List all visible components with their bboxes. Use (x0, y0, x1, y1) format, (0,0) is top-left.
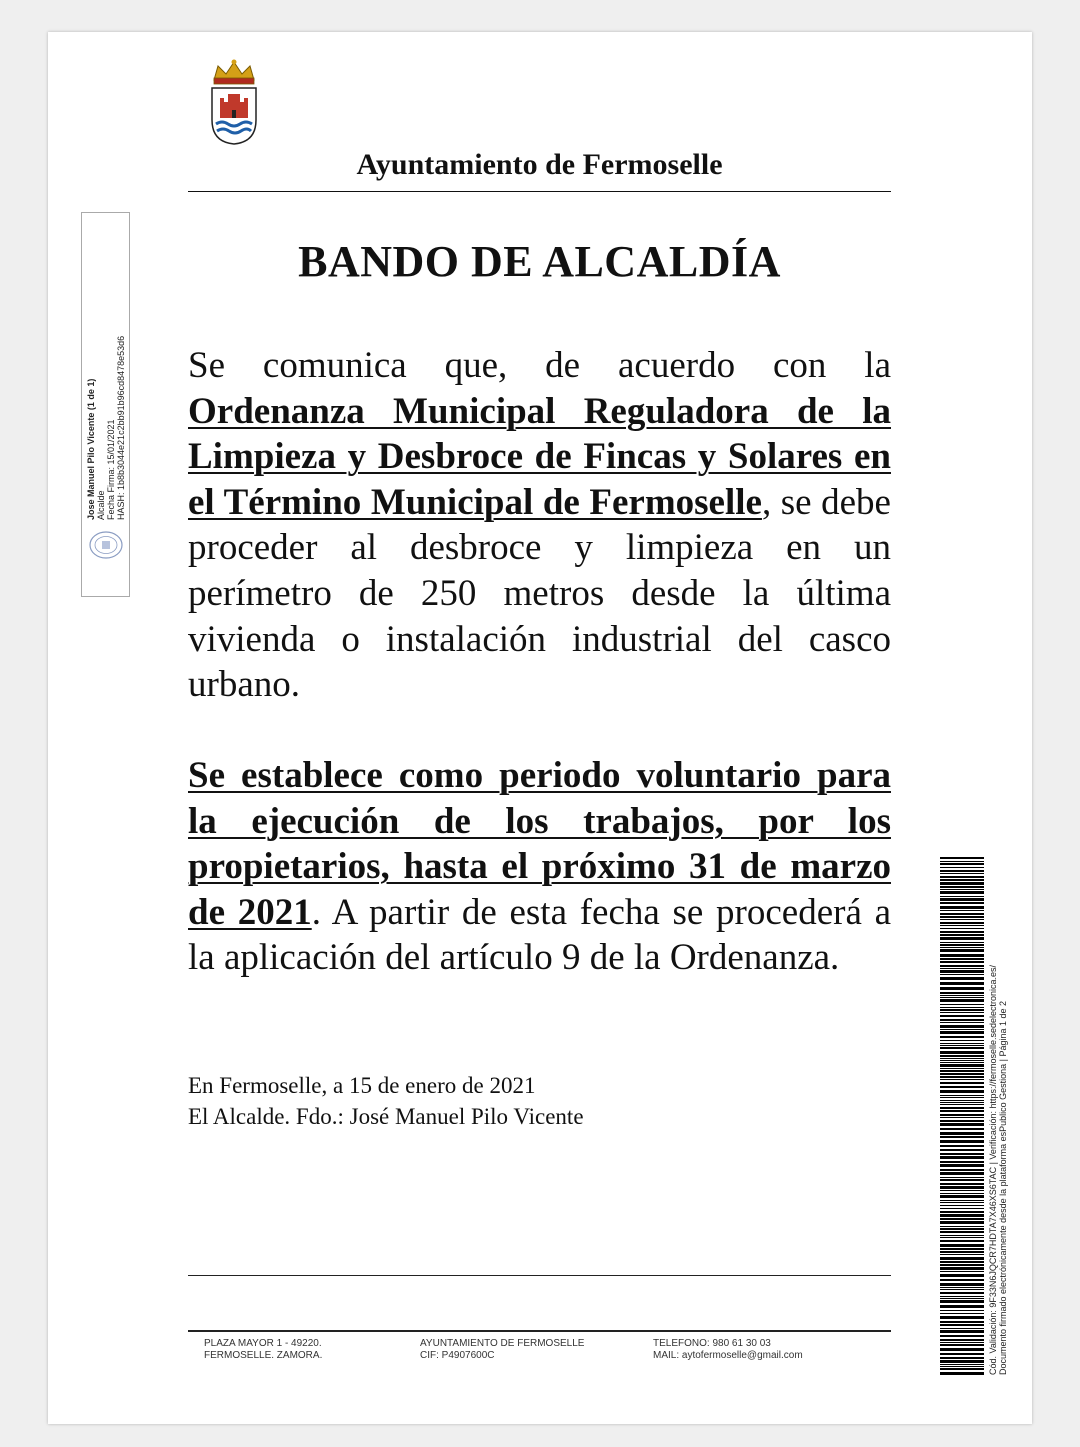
footer-entity (420, 1338, 584, 1362)
e-signature-name: Jose Manuel Pilo Vicente (1 de 1) (86, 378, 96, 520)
e-signature-role: Alcalde (96, 490, 106, 520)
barcode-icon (940, 857, 984, 1375)
footer-address-line2: FERMOSELLE. ZAMORA. (204, 1350, 323, 1361)
footer-address (204, 1338, 322, 1362)
ordinance-name: Ordenanza Municipal Reguladora de la Limpieza y Desbroce de Fincas y Solares en el Término Municipal de Fermoselle (188, 390, 891, 523)
organization-name: Ayuntamiento de Fermoselle (356, 148, 723, 181)
footer-contact (653, 1338, 803, 1362)
signer: El Alcalde. Fdo.: José Manuel Pilo Vicente (188, 1104, 584, 1129)
document-title: BANDO DE ALCALDÍA (298, 237, 781, 286)
seal-icon (88, 530, 124, 560)
deadline-consequence: . A partir de esta fecha se procederá a la aplicación del artículo 9 de la Ordenanza. (188, 891, 892, 979)
validation-text (988, 965, 1008, 1375)
coat-of-arms-icon (208, 58, 260, 146)
footer-entity-line2: CIF: P4907600C (420, 1350, 495, 1361)
footer-entity-line1: AYUNTAMIENTO DE FERMOSELLE (420, 1338, 585, 1349)
place-date: En Fermoselle, a 15 de enero de 2021 (188, 1073, 536, 1098)
e-signature-date: Fecha Firma: 15/01/2021 (106, 419, 116, 520)
deadline-paragraph (188, 753, 891, 981)
footer-divider-bottom (188, 1330, 891, 1332)
validation-line2: Documento firmado electrónicamente desde la plataforma esPublico Gestiona | Página 1 de 2 (998, 1000, 1008, 1375)
header-divider (188, 191, 891, 192)
footer-contact-email: MAIL: aytofermoselle@gmail.com (653, 1350, 803, 1361)
signature-block (188, 1070, 584, 1132)
validation-line1: Cód. Validación: 9F33N6JQCR7HDTA7X46XS6TAC | Verificación: https://fermoselle.sedelectronica.es/ (988, 964, 998, 1375)
footer-divider-top (188, 1275, 891, 1276)
deadline-statement: Se establece como periodo voluntario para la ejecución de los trabajos, por los propietarios, hasta el próximo 31 de marzo de 2021 (188, 755, 891, 933)
notice-paragraph (188, 343, 891, 708)
notice-body: , se debe proceder al desbroce y limpieza en un perímetro de 250 metros desde la última vivienda o instalación industrial del casco urbano. (188, 481, 891, 706)
e-signature-hash: HASH: 1b8b3044e21c2bb91b96cd8478e53d6 (116, 335, 126, 520)
footer-address-line1: PLAZA MAYOR 1 - 49220. (204, 1338, 322, 1349)
notice-intro: Se comunica que, de acuerdo con la (188, 345, 891, 386)
e-signature-text (86, 336, 126, 520)
footer-contact-phone: TELEFONO: 980 61 30 03 (653, 1338, 771, 1349)
